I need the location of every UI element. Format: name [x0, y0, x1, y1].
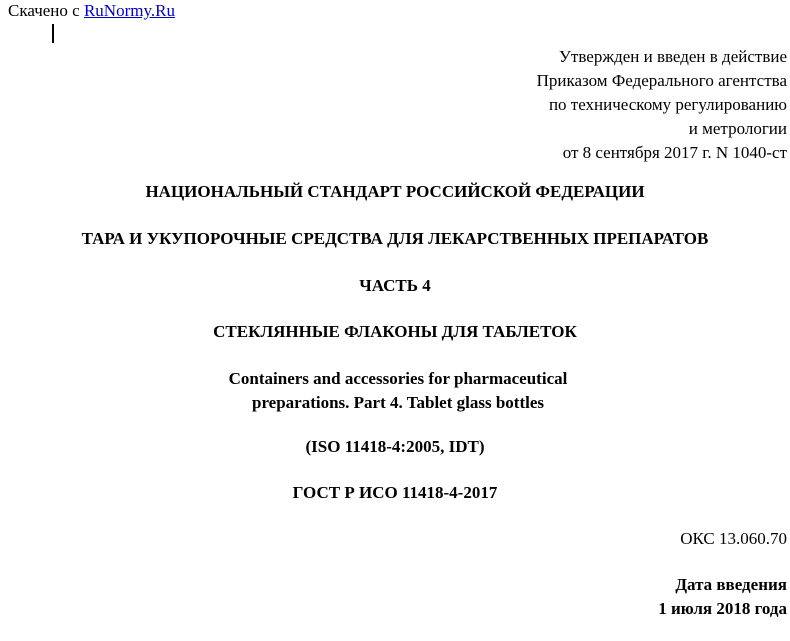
downloaded-from-line — [8, 1, 175, 21]
approval-line: по техническому регулированию — [548, 95, 787, 114]
english-title-line: preparations. Part 4. Tablet glass bottles — [251, 393, 544, 412]
oks-code: ОКС 13.060.70 — [680, 529, 787, 548]
runormy-link[interactable]: RuNormy.Ru — [83, 1, 175, 20]
approval-line: Утвержден и введен в действие — [558, 47, 787, 66]
approval-line: и метрологии — [688, 119, 787, 138]
part-title: ЧАСТЬ 4 — [359, 276, 431, 295]
iso-reference: (ISO 11418-4:2005, IDT) — [305, 437, 485, 456]
english-title — [0, 367, 790, 415]
approval-line: от 8 сентября 2017 г. N 1040-ст — [562, 143, 787, 162]
subject-title: ТАРА И УКУПОРОЧНЫЕ СРЕДСТВА ДЛЯ ЛЕКАРСТВЕННЫХ ПРЕПАРАТОВ — [81, 229, 709, 248]
approval-line: Приказом Федерального агентства — [536, 71, 787, 90]
downloaded-prefix: Скачено с — [8, 1, 80, 20]
introduction-date: 1 июля 2018 года — [658, 599, 787, 618]
introduction-date-block — [658, 573, 787, 621]
text-cursor — [52, 24, 54, 43]
standard-type-title: НАЦИОНАЛЬНЫЙ СТАНДАРТ РОССИЙСКОЙ ФЕДЕРАЦИИ — [145, 182, 645, 201]
approval-block — [387, 45, 787, 165]
english-title-line: Containers and accessories for pharmaceutical — [228, 369, 568, 388]
gost-designation: ГОСТ Р ИСО 11418-4-2017 — [292, 483, 498, 502]
document-name-title: СТЕКЛЯННЫЕ ФЛАКОНЫ ДЛЯ ТАБЛЕТОК — [213, 322, 577, 341]
introduction-label: Дата введения — [675, 575, 787, 594]
